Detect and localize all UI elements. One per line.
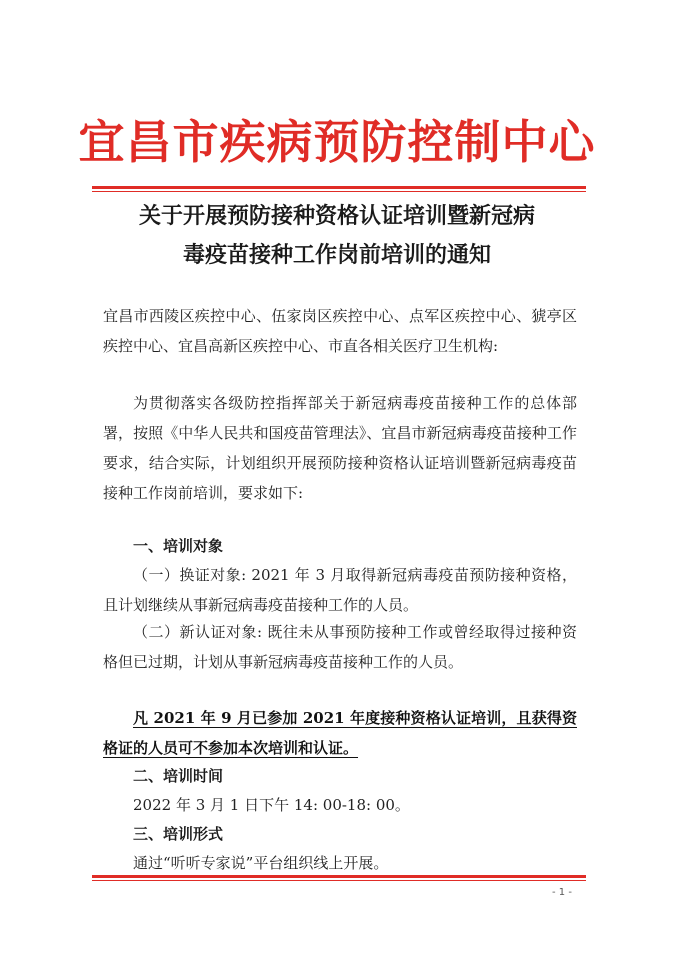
training-time-text: 2022 年 3 月 1 日下午 14: 00-18: 00。 — [133, 796, 410, 814]
recipient-paragraph: 宜昌市西陵区疾控中心、伍家岗区疾控中心、点军区疾控中心、猇亭区疾控中心、宜昌高新区疾控中心、市直各相关医疗卫生机构: — [103, 307, 577, 355]
organization-header: 宜昌市疾病预防控制中心 — [78, 115, 596, 169]
exemption-note: 凡 2021 年 9 月已参加 2021 年度接种资格认证培训，且获得资格证的人员可不参加本次培训和认证。 — [103, 709, 577, 757]
footer-divider-thin — [92, 880, 586, 881]
intro-paragraph: 为贯彻落实各级防控指挥部关于新冠病毒疫苗接种工作的总体部署，按照《中华人民共和国疫苗管理法》、宜昌市新冠病毒疫苗接种工作要求，结合实际，计划组织开展预防接种资格认证培训暨新冠病毒疫苗接种工作岗前培训，要求如下: — [103, 394, 577, 502]
section-heading-training-format: 三、培训形式 — [133, 825, 224, 843]
training-format-text: 通过“听听专家说”平台组织线上开展。 — [133, 854, 389, 872]
page-number: - 1 - — [552, 887, 572, 898]
header-divider-thin — [92, 191, 586, 192]
training-target-renewal: （一）换证对象: 2021 年 3 月取得新冠病毒疫苗预防接种资格，且计划继续从事新冠病毒疫苗接种工作的人员。 — [103, 566, 577, 614]
document-title-line-1: 关于开展预防接种资格认证培训暨新冠病 — [138, 203, 535, 229]
section-heading-training-targets: 一、培训对象 — [133, 537, 224, 555]
section-heading-training-time: 二、培训时间 — [133, 767, 224, 785]
footer-divider-thick — [92, 875, 586, 878]
training-target-new: （二）新认证对象: 既往未从事预防接种工作或曾经取得过接种资格但已过期，计划从事新冠病毒疫苗接种工作的人员。 — [103, 623, 577, 671]
document-title-line-2: 毒疫苗接种工作岗前培训的通知 — [182, 242, 491, 268]
header-divider-thick — [92, 186, 586, 189]
